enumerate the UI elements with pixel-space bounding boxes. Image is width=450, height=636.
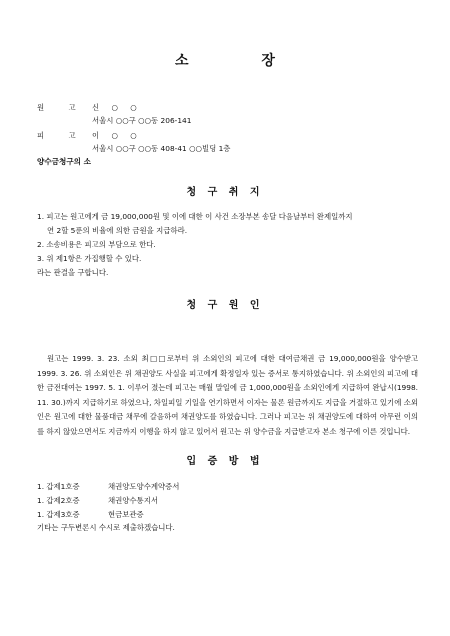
claim-purpose-heading: 청 구 취 지: [186, 187, 264, 198]
evidence-desc: 채권양도양수계약증서: [108, 482, 180, 491]
plaintiff-name: 신 ○ ○: [92, 103, 142, 112]
claim-purpose-item: 2. 소송비용은 피고의 부담으로 한다.: [37, 240, 156, 249]
document-title: 소 장: [175, 53, 309, 69]
defendant-role: 피 고: [37, 131, 87, 140]
evidence-code: 1. 갑제3호증: [37, 510, 80, 519]
evidence-desc: 현금보관증: [108, 510, 144, 519]
claim-purpose-item: 3. 위 제1항은 가집행할 수 있다.: [37, 254, 142, 263]
plaintiff-address: 서울시 ○○구 ○○동 206-141: [92, 116, 192, 125]
plaintiff-role: 원 고: [37, 103, 87, 112]
claim-reason-heading: 청 구 원 인: [186, 300, 264, 311]
claim-purpose-item: 1. 피고는 원고에게 금 19,000,000원 및 이에 대한 이 사건 소장부본 송달 다음날부터 완제일까지: [37, 212, 353, 221]
claim-purpose-item: 연 2할 5푼의 비율에 의한 금원을 지급하라.: [47, 226, 188, 235]
case-name: 양수금청구의 소: [37, 157, 91, 166]
evidence-heading: 입 증 방 법: [186, 456, 264, 467]
evidence-code: 1. 갑제1호증: [37, 482, 80, 491]
defendant-name: 이 ○ ○: [92, 131, 142, 140]
evidence-code: 1. 갑제2호증: [37, 496, 80, 505]
defendant-address: 서울시 ○○구 ○○동 408-41 ○○빌딩 1층: [92, 144, 231, 153]
evidence-note: 기타는 구두변론시 수시로 제출하겠습니다.: [37, 523, 175, 532]
claim-reason-text: 원고는 1999. 3. 23. 소외 최□□로부터 위 소외인의 피고에 대한 대여금채권 금 19,000,000원을 양수받고 1999. 3. 26. 위 소외인은 위 채권양도 사실을 피고에게 확정일자 있는 증서로 통지하였습니다. 위 소외인의 피고에 대한 금전대여는 1997. 5. 1. 이루어 졌는데 피고는 매월 말일에 금 1,000,000원을 소외인에게 지급하여 완납시(1998. 11. 30.)까지 지급하기로 하였으나, 차일피일 기일을 연기하면서 이자는 물론 원금까지도 지급을 거절하고 있기에 소외인은 원고에 대한 물품대금 채무에 갈음하여 채권양도를 하였습니다. 그러나 피고는 위 채권양도에 대하여 아무런 이의를 하지 않았으면서도 지금까지 이행을 하지 않고 있어서 원고는 위 양수금을 지급받고자 본소 청구에 이른 것입니다.: [37, 354, 418, 436]
evidence-desc: 채권양수통지서: [108, 496, 158, 505]
claim-purpose-closing: 라는 판결을 구합니다.: [37, 268, 109, 277]
